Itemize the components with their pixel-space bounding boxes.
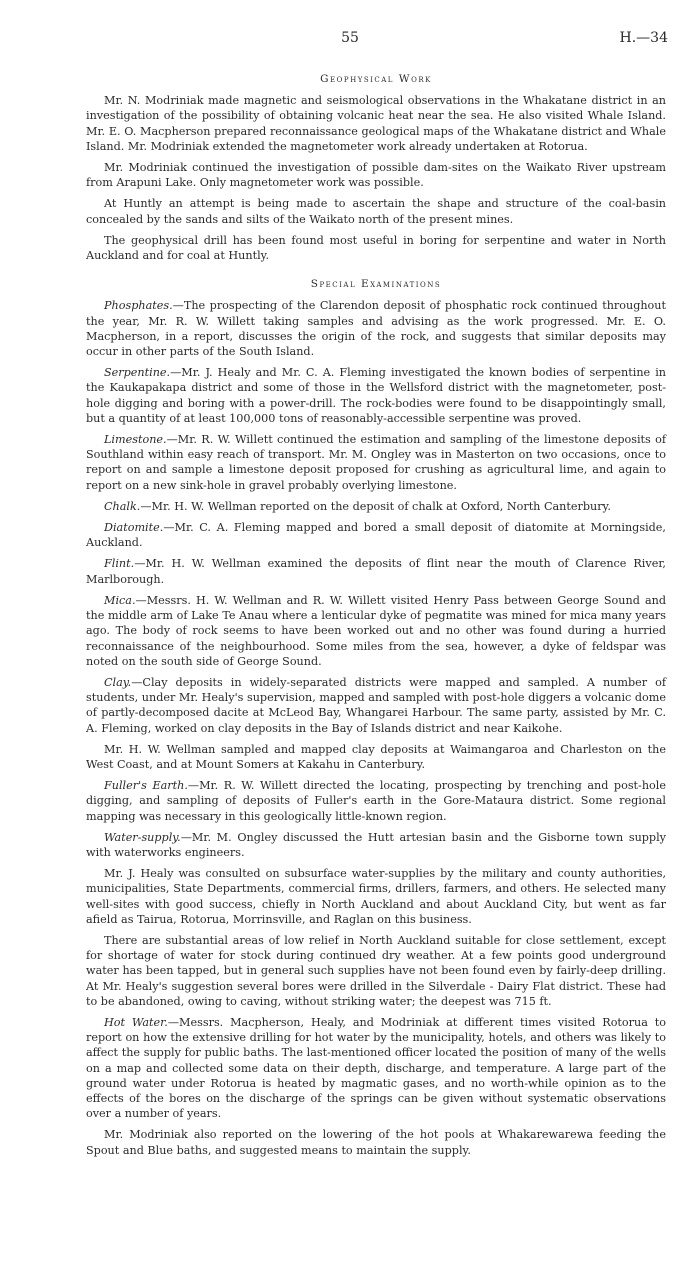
lead-clay: Clay. — [104, 675, 132, 689]
document-body — [86, 70, 666, 1164]
paragraph: At Huntly an attempt is being made to ascertain the shape and structure of the coal-basin concealed by the sands and silts of the Waikato north of the present mines. — [86, 197, 666, 226]
paragraph-serpentine — [86, 365, 666, 426]
lead-limestone: Limestone. — [104, 433, 167, 447]
section-heading-geophysical: Geophysical Work — [320, 73, 432, 85]
paragraph-diatomite — [86, 520, 666, 550]
lead-fullers-earth: Fuller's Earth. — [104, 779, 188, 793]
text-serpentine: —Mr. J. Healy and Mr. C. A. Fleming investigated the known bodies of serpentine in the Kaukapakapa district and some of those in the Wellsford district with the magnetometer, post-hole digging and boring with a power-drill. The rock-bodies were found to be disappointingly small, but a quantity of at least 100,000 tons of reasonably-accessible serpentine was proved. — [86, 366, 666, 425]
paragraph: Mr. J. Healy was consulted on subsurface water-supplies by the military and county authorities, municipalities, State Departments, commercial firms, drillers, farmers, and others. He selected many well-sites with good success, chiefly in North Auckland and about Auckland City, but went as far afield as Tairua, Rotorua, Morrinsville, and Raglan on this business. — [86, 867, 666, 926]
text-hot-water: —Messrs. Macpherson, Healy, and Modriniak at different times visited Rotorua to report on how the extensive drilling for hot water by the municipality, hotels, and others was likely to affect the supply for public baths. The last-mentioned officer located the position of many of the wells on a map and collected some data on their depth, discharge, and temperature. A large part of the ground water under Rotorua is heated by magmatic gases, and no worth-while opinion as to the effects of the bores on the discharge of the springs can be given without systematic observations over a number of years. — [86, 1015, 666, 1121]
lead-chalk: Chalk. — [104, 499, 141, 513]
paragraph: Mr. Modriniak also reported on the lowering of the hot pools at Whakarewarewa feeding the Spout and Blue baths, and suggested means to maintain the supply. — [86, 1128, 666, 1157]
text-diatomite: —Mr. C. A. Fleming mapped and bored a small deposit of diatomite at Morningside, Auckland. — [86, 521, 666, 550]
text-mica: —Messrs. H. W. Wellman and R. W. Willett visited Henry Pass between George Sound and the middle arm of Lake Te Anau where a lenticular dyke of pegmatite was mined for mica many years ago. The body of rock seems to have been worked out and no other was found during a hurried reconnaissance of the neighbourhood. Some miles from the sea, however, a dyke of feldspar was noted on the south side of George Sound. — [86, 593, 666, 668]
text-limestone: —Mr. R. W. Willett continued the estimation and sampling of the limestone deposits of Southland within easy reach of transport. Mr. M. Ongley was in Masterton on two occasions, once to report on and sample a limestone deposit proposed for crushing as agricultural lime, and again to report on a new sink-hole in gravel probably overlying limestone. — [86, 433, 666, 492]
page-header — [0, 30, 700, 50]
text-clay: —Clay deposits in widely-separated districts were mapped and sampled. A number of students, under Mr. Healy's supervision, mapped and sampled with post-hole diggers a volcanic dome of partly-decomposed dacite at McLeod Bay, Whangarei Harbour. The same party, assisted by Mr. C. A. Fleming, worked on clay deposits in the Bay of Islands district and near Kaikohe. — [86, 675, 666, 735]
paragraph-phosphates — [86, 298, 666, 359]
lead-flint: Flint. — [104, 557, 135, 571]
paragraph: Mr. H. W. Wellman sampled and mapped clay deposits at Waimangaroa and Charleston on the West Coast, and at Mount Somers at Kakahu in Canterbury. — [86, 742, 666, 771]
paragraph-chalk — [86, 499, 666, 514]
paragraph: Mr. Modriniak continued the investigation of possible dam-sites on the Waikato River upstream from Arapuni Lake. Only magnetometer work was possible. — [86, 161, 666, 190]
paragraph-fullers-earth — [86, 778, 666, 824]
section-heading-special: Special Examinations — [310, 278, 442, 291]
text-fullers-earth: —Mr. R. W. Willett directed the locating, prospecting by trenching and post-hole digging, and sampling of deposits of Fuller's earth in the Gore-Mataura district. Some regional mapping was necessary in this geologically little-known region. — [86, 779, 666, 823]
text-chalk: —Mr. H. W. Wellman reported on the deposit of chalk at Oxford, North Canterbury. — [140, 499, 611, 513]
paragraph-flint — [86, 556, 666, 586]
paragraph: Mr. N. Modriniak made magnetic and seismological observations in the Whakatane district in an investigation of the possibility of obtaining volcanic heat near the sea. He also visited Whale Island. Mr. E. O. Macpherson prepared reconnaissance geological maps of the Whakatane district and Whale Island. Mr. Modriniak extended the magnetometer work already undertaken at Rotorua. — [86, 94, 666, 153]
lead-serpentine: Serpentine. — [104, 366, 171, 380]
lead-diatomite: Diatomite. — [104, 521, 164, 535]
paragraph-hot-water — [86, 1015, 666, 1121]
lead-mica: Mica. — [104, 593, 136, 607]
text-flint: —Mr. H. W. Wellman examined the deposits of flint near the mouth of Clarence River, Marlborough. — [86, 557, 666, 586]
paragraph: The geophysical drill has been found most useful in boring for serpentine and water in North Auckland and for coal at Huntly. — [86, 233, 666, 263]
paragraph-water-supply — [86, 830, 666, 860]
paragraph: There are substantial areas of low relief in North Auckland suitable for close settlement, except for shortage of water for stock during continued dry weather. At a few points good underground water has been tapped, but in general such supplies have not been found even by fairly-deep drilling. At Mr. Healy's suggestion several bores were drilled in the Silverdale - Dairy Flat district. These had to be abandoned, owing to caving, without striking water; the deepest was 715 ft. — [86, 933, 666, 1008]
document-reference: H.—34 — [619, 30, 668, 46]
lead-phosphates: Phosphates. — [104, 299, 173, 313]
page-number: 55 — [341, 30, 359, 46]
lead-hot-water: Hot Water. — [104, 1015, 168, 1029]
paragraph-limestone — [86, 432, 666, 493]
lead-water-supply: Water-supply. — [104, 830, 181, 844]
paragraph-mica — [86, 593, 666, 669]
paragraph-clay — [86, 675, 666, 736]
text-phosphates: —The prospecting of the Clarendon deposit of phosphatic rock continued throughout the year, Mr. R. W. Willett taking samples and advising as the work progressed. Mr. E. O. Macpherson, in a report, discusses the origin of the rock, and suggests that similar deposits may occur in other parts of the South Island. — [86, 299, 666, 359]
text-water-supply: —Mr. M. Ongley discussed the Hutt artesian basin and the Gisborne town supply with waterworks engineers. — [86, 830, 666, 859]
